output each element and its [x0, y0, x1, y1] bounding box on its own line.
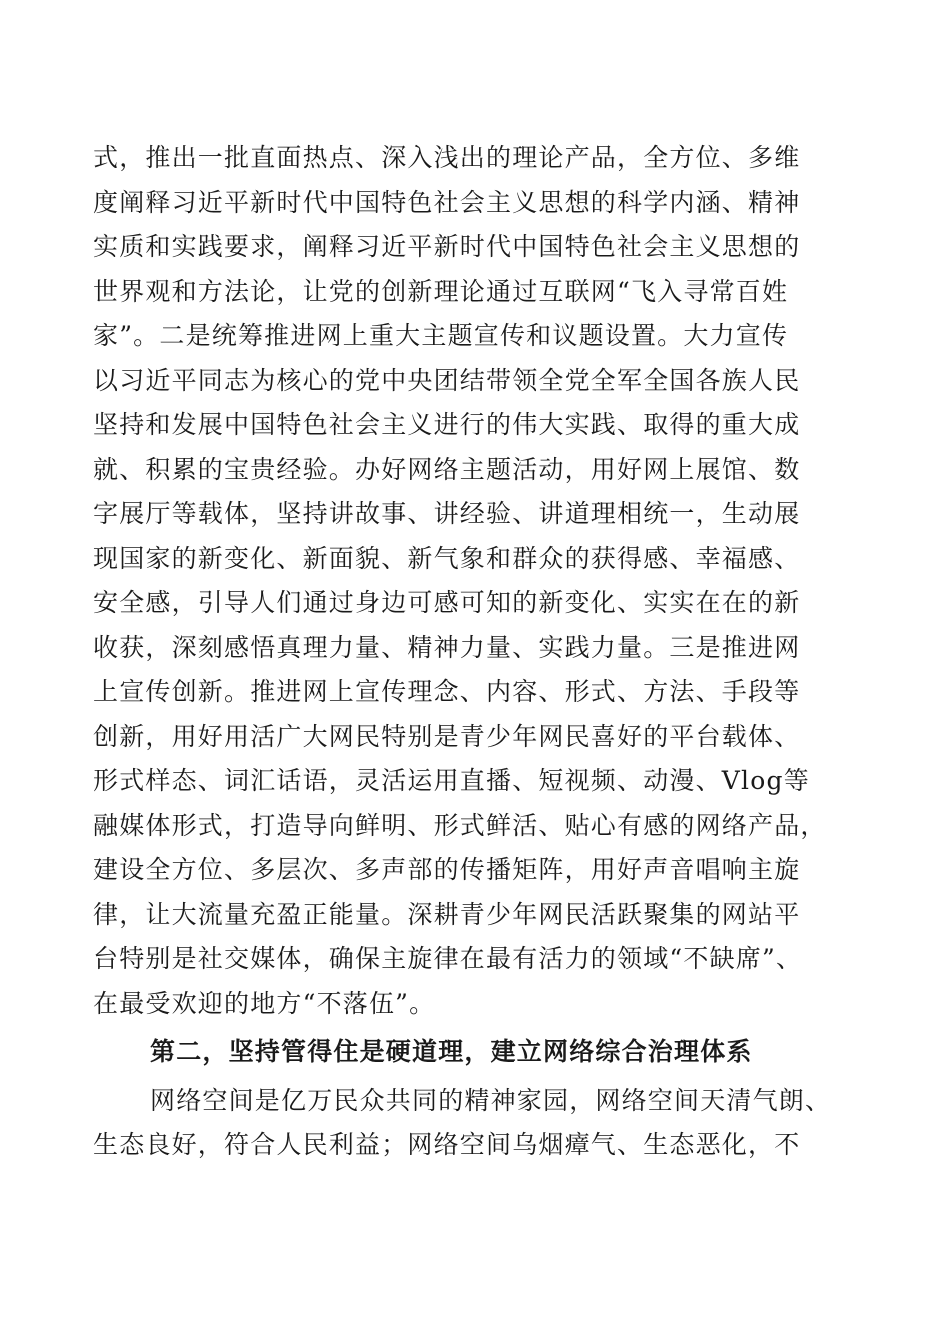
- text-line: 实质和实践要求，阐释习近平新时代中国特色社会主义思想的: [93, 232, 801, 261]
- text-line: 安全感，引导人们通过身边可感可知的新变化、实实在在的新: [93, 588, 801, 617]
- text-line: 律，让大流量充盈正能量。深耕青少年网民活跃聚集的网站平: [93, 899, 801, 929]
- paragraph-1: [93, 136, 833, 1026]
- text-line: 在最受欢迎的地方“不落伍”。: [93, 988, 436, 1018]
- text-line: 生态良好，符合人民利益；网络空间乌烟瘴气、生态恶化，不: [93, 1130, 801, 1159]
- text-line: 台特别是社交媒体，确保主旋律在最有活力的领域“不缺席”、: [93, 944, 803, 973]
- text-line: 式，推出一批直面热点、深入浅出的理论产品，全方位、多维: [93, 143, 801, 172]
- text-line: 融媒体形式，打造导向鲜明、形式鲜活、贴心有感的网络产品，: [93, 810, 827, 840]
- text-line: 就、积累的宝贵经验。办好网络主题活动，用好网上展馆、数: [93, 454, 801, 484]
- text-line: 收获，深刻感悟真理力量、精神力量、实践力量。三是推进网: [93, 632, 801, 662]
- text-line: 上宣传创新。推进网上宣传理念、内容、形式、方法、手段等: [93, 677, 801, 706]
- text-line: 家”。二是统筹推进网上重大主题宣传和议题设置。大力宣传: [93, 321, 789, 350]
- document-body: [93, 136, 833, 1168]
- section-heading: 第二，坚持管得住是硬道理，建立网络综合治理体系: [150, 1037, 753, 1066]
- text-line: 网络空间是亿万民众共同的精神家园，网络空间天清气朗、: [150, 1085, 832, 1115]
- text-line: 形式样态、词汇话语，灵活运用直播、短视频、动漫、Vlog等: [93, 766, 810, 795]
- text-line: 世界观和方法论，让党的创新理论通过互联网“飞入寻常百姓: [93, 276, 789, 306]
- text-line: 创新，用好用活广大网民特别是青少年网民喜好的平台载体、: [93, 721, 801, 751]
- text-line: 现国家的新变化、新面貌、新气象和群众的获得感、幸福感、: [93, 543, 801, 573]
- paragraph-2: [93, 1079, 833, 1168]
- text-line: 坚持和发展中国特色社会主义进行的伟大实践、取得的重大成: [93, 410, 801, 439]
- text-line: 以习近平同志为核心的党中央团结带领全党全军全国各族人民: [93, 365, 801, 395]
- text-line: 字展厅等载体，坚持讲故事、讲经验、讲道理相统一，生动展: [93, 499, 801, 528]
- text-line: 度阐释习近平新时代中国特色社会主义思想的科学内涵、精神: [93, 187, 801, 217]
- text-line: 建设全方位、多层次、多声部的传播矩阵，用好声音唱响主旋: [93, 855, 801, 884]
